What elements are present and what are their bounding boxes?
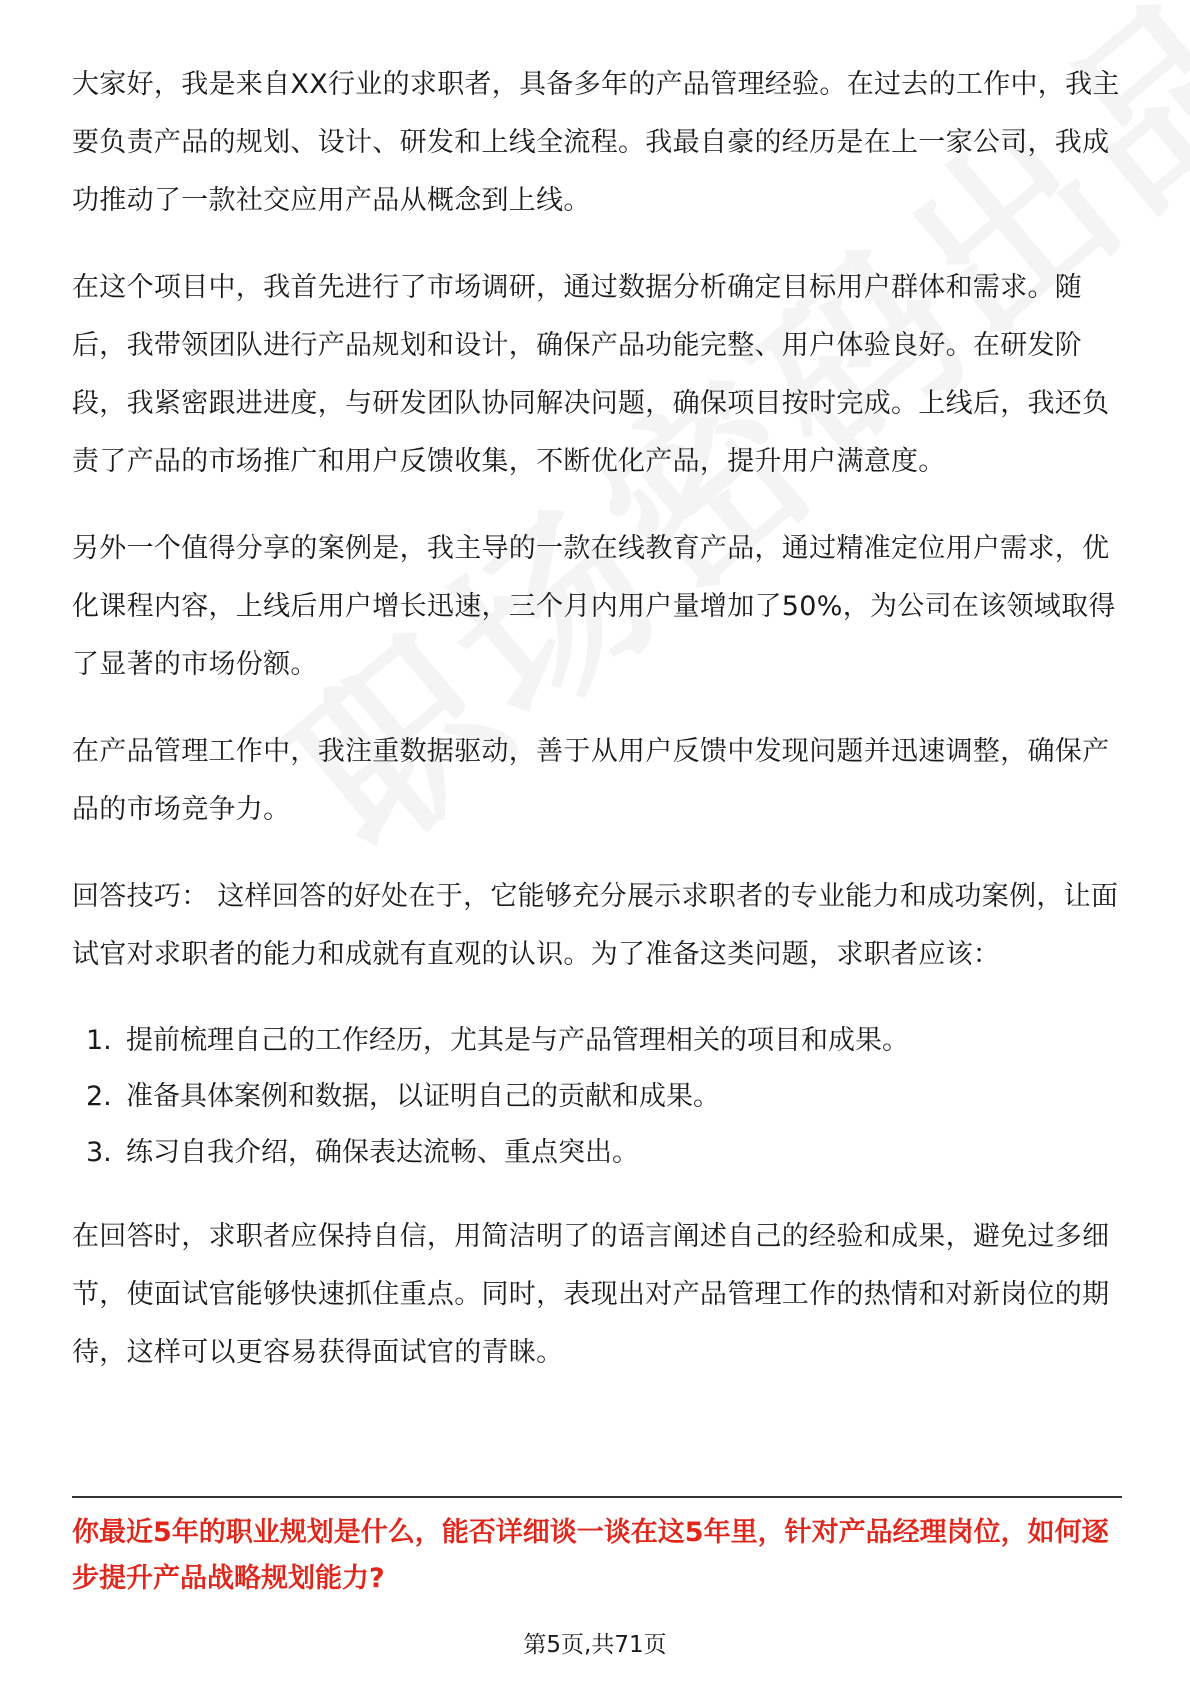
next-question-heading: 你最近5年的职业规划是什么，能否详细谈一谈在这5年里，针对产品经理岗位，如何逐步提升产品战略规划能力? [72,1517,1109,1594]
paragraph-closing: 在回答时，求职者应保持自信，用简洁明了的语言阐述自己的经验和成果，避免过多细节，使面试官能够快速抓住重点。同时，表现出对产品管理工作的热情和对新岗位的期待，这样可以更容易获得面试官的青睐。 [72,1221,1110,1368]
list-item-number: 1. [86,1025,112,1056]
list-item-number: 2. [86,1081,112,1112]
list-item-number: 3. [86,1137,112,1168]
tips-list [72,1013,1122,1181]
list-item [72,1125,1122,1181]
paragraph-data-driven: 在产品管理工作中，我注重数据驱动，善于从用户反馈中发现问题并迅速调整，确保产品的市场竞争力。 [72,736,1110,825]
list-item-text: 练习自我介绍，确保表达流畅、重点突出。 [126,1137,639,1168]
list-item [72,1013,1122,1069]
paragraph-project: 在这个项目中，我首先进行了市场调研，通过数据分析确定目标用户群体和需求。随后，我带领团队进行产品规划和设计，确保产品功能完整、用户体验良好。在研发阶段，我紧密跟进进度，与研发团队协同解决问题，确保项目按时完成。上线后，我还负责了产品的市场推广和用户反馈收集，不断优化产品，提升用户满意度。 [72,272,1110,477]
paragraph-case: 另外一个值得分享的案例是，我主导的一款在线教育产品，通过精准定位用户需求，优化课程内容，上线后用户增长迅速，三个月内用户量增加了50%，为公司在该领域取得了显著的市场份额。 [72,533,1116,680]
page-number: 第5页,共71页 [523,1632,667,1658]
document-body [72,56,1122,1411]
paragraph-tips: 回答技巧： 这样回答的好处在于，它能够充分展示求职者的专业能力和成功案例，让面试官对求职者的能力和成就有直观的认识。为了准备这类问题，求职者应该： [72,881,1119,970]
list-item-text: 准备具体案例和数据，以证明自己的贡献和成果。 [126,1081,720,1112]
section-divider [72,1496,1122,1498]
list-item-text: 提前梳理自己的工作经历，尤其是与产品管理相关的项目和成果。 [126,1025,909,1056]
paragraph-intro: 大家好，我是来自XX行业的求职者，具备多年的产品管理经验。在过去的工作中，我主要负责产品的规划、设计、研发和上线全流程。我最自豪的经历是在上一家公司，我成功推动了一款社交应用产品从概念到上线。 [72,69,1120,216]
list-item [72,1069,1122,1125]
